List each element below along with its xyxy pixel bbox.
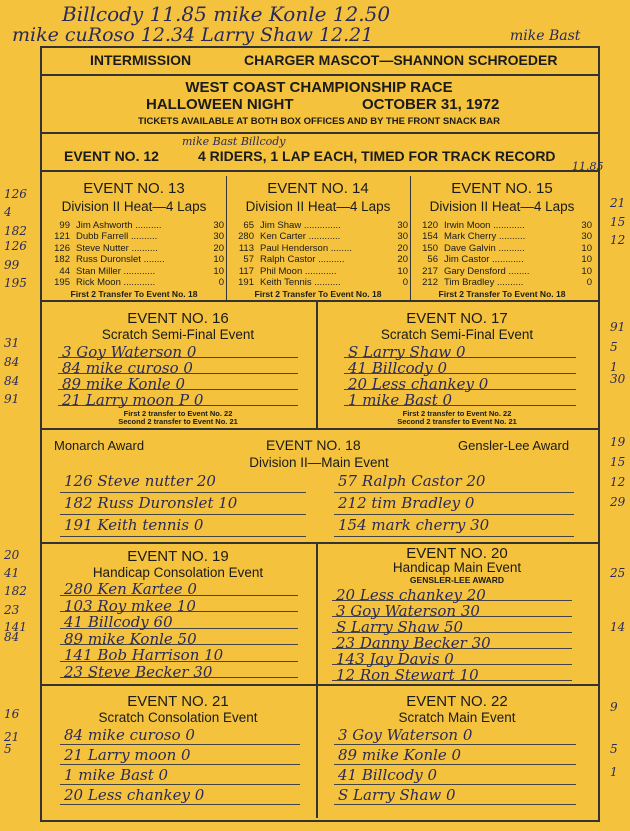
event20-entry: 143 Jay Davis 0 [336,650,454,668]
entry-line [334,536,574,537]
rider-name: Dave Galvin .......... [444,242,525,254]
event19-entry: 141 Bob Harrison 10 [64,646,224,664]
event19-entry: 41 Billcody 60 [64,613,173,631]
rider-points: 10 [581,242,592,254]
rider-points: 10 [581,265,592,277]
entry-line [60,536,306,537]
margin-note-right: 1 [610,765,618,779]
rider-number: 280 [238,231,254,243]
event17-entry: S Larry Shaw 0 [348,343,466,361]
event13-title: EVENT NO. 13 [83,180,185,197]
event16-subtitle: Scratch Semi-Final Event [101,327,255,342]
rider-row [412,266,592,277]
rider-name: Ken Carter ............ [260,231,341,243]
margin-note-right: 5 [610,742,618,756]
event14-transfer: First 2 Transfer To Event No. 18 [254,289,382,299]
margin-note-left: 23 [4,603,20,617]
entry-line [60,744,300,745]
rider-number: 195 [54,277,70,289]
margin-note-right: 15 [610,215,626,229]
rider-points: 30 [581,220,592,231]
rider-points: 30 [581,231,592,243]
entry-line [60,804,300,805]
rider-name: Russ Duronslet ........ [76,254,165,266]
handwritten-times-line2: mike cuRoso 12.34 Larry Shaw 12.21 [12,24,374,46]
rider-row [44,231,224,242]
event12-label: EVENT NO. 12 [64,148,159,164]
event20-entry: 20 Less chankey 20 [336,586,486,604]
margin-note-right: 1 [610,360,618,374]
gensler-lee-award: Gensler-Lee Award [458,438,570,453]
rider-number: 57 [243,254,254,266]
event21-entry: 1 mike Bast 0 [64,766,169,784]
margin-note-right: 12 [610,233,626,247]
rider-number: 154 [422,231,438,243]
rider-points: 30 [213,220,224,231]
rider-number: 117 [238,265,254,277]
event17-entry: 41 Billcody 0 [348,359,448,377]
entry-line [334,492,574,493]
rider-number: 126 [54,242,70,254]
event16-entry: 3 Goy Waterson 0 [62,343,197,361]
event22-title: EVENT NO. 22 [406,693,508,710]
rider-row [44,254,224,265]
event13-subtitle: Division II Heat—4 Laps [61,199,207,214]
rider-row [228,266,408,277]
rider-points: 20 [397,242,408,254]
event16-transfer-1: First 2 transfer to Event No. 22 [123,409,233,418]
rider-name: Jim Shaw .............. [260,220,341,231]
rider-points: 0 [586,277,592,289]
rider-name: Ralph Castor .......... [260,254,345,266]
margin-note-left: 195 [4,276,27,290]
tickets-info: TICKETS AVAILABLE AT BOTH BOX OFFICES AND BY THE FRONT SNACK BAR [138,116,500,127]
entry-line [60,514,306,515]
rider-name: Keith Tennis .......... [260,277,341,289]
event22-entry: S Larry Shaw 0 [338,786,456,804]
rider-points: 10 [213,265,224,277]
margin-note-right: 14 [610,620,626,634]
entry-line [60,764,300,765]
rider-name: Jim Ashworth .......... [76,220,162,231]
margin-note-left: 16 [4,707,20,721]
margin-note-right: 30 [610,372,626,386]
rider-name: Paul Henderson ........ [260,242,352,254]
rider-name: Rick Moon ............ [76,277,156,289]
event17-entry: 1 mike Bast 0 [348,391,453,409]
event22-entry: 89 mike Konle 0 [338,746,462,764]
rider-points: 10 [213,254,224,266]
rider-number: 182 [54,254,70,266]
event18-left-entry: 191 Keith tennis 0 [64,516,204,534]
margin-note-right: 12 [610,475,626,489]
rider-row [228,254,408,265]
event20-entry: 23 Danny Becker 30 [336,634,491,652]
entry-line [334,784,576,785]
event12-time: 11.85 [572,160,604,173]
rider-points: 10 [397,265,408,277]
event21-title: EVENT NO. 21 [127,693,229,710]
rider-row [412,254,592,265]
event18-right-entry: 154 mark cherry 30 [338,516,490,534]
event21-entry: 21 Larry moon 0 [64,746,191,764]
event18-title: EVENT NO. 18 [266,437,361,453]
intermission-label: INTERMISSION [90,52,192,68]
rider-row [228,277,408,288]
event13-rider-list [44,220,224,288]
event17-entry: 20 Less chankey 0 [348,375,489,393]
event17-title: EVENT NO. 17 [406,310,508,327]
event18-left-entry: 182 Russ Duronslet 10 [64,494,238,512]
rider-points: 30 [213,231,224,243]
margin-note-right: 19 [610,435,626,449]
rider-row [412,231,592,242]
event18-subtitle: Division II—Main Event [249,455,389,470]
rider-number: 99 [59,220,70,231]
event21-entry: 20 Less chankey 0 [64,786,205,804]
rider-name: Steve Nutter .......... [76,242,158,254]
margin-note-left: 91 [4,392,20,406]
margin-note-left: 4 [4,205,12,219]
rider-number: 212 [422,277,438,289]
handwritten-times-line1: Billcody 11.85 mike Konle 12.50 [62,2,391,26]
rider-number: 113 [238,242,254,254]
rider-row [228,220,408,231]
rider-name: Irwin Moon ............ [444,220,525,231]
event19-entry: 103 Roy mkee 10 [64,596,196,615]
rider-name: Mark Cherry .......... [444,231,526,243]
rider-number: 56 [427,254,438,266]
margin-note-left: 20 [4,548,20,562]
margin-note-left: 99 [4,258,20,272]
entry-line [334,764,576,765]
margin-note-right: 9 [610,700,618,714]
event15-title: EVENT NO. 15 [451,180,553,197]
rider-number: 120 [422,220,438,231]
margin-note-right: 91 [610,320,626,334]
event16-entry: 84 mike curoso 0 [62,359,193,377]
rider-number: 44 [59,265,70,277]
event14-title: EVENT NO. 14 [267,180,369,197]
rider-row [44,243,224,254]
margin-note-left: 84 [4,374,20,388]
margin-note-left: 141 [4,620,27,634]
margin-note-left: 182 [4,224,27,238]
halloween-label: HALLOWEEN NIGHT [146,96,294,113]
event14-rider-list [228,220,408,288]
rider-points: 30 [397,220,408,231]
rider-row [412,277,592,288]
entry-line [334,744,576,745]
margin-note-right: 5 [610,340,618,354]
entry-line [334,804,576,805]
rider-number: 65 [243,220,254,231]
event19-subtitle: Handicap Consolation Event [92,565,264,580]
margin-note-right: 21 [610,196,626,210]
event19-entry: 23 Steve Becker 30 [64,662,213,681]
event22-entry: 41 Billcody 0 [338,766,438,784]
event20-subtitle: Handicap Main Event [392,560,522,575]
rider-row [228,231,408,242]
entry-line [60,784,300,785]
margin-note-right: 29 [610,495,626,509]
event17-transfer-1: First 2 transfer to Event No. 22 [402,409,512,418]
rider-name: Phil Moon ............ [260,265,337,277]
rider-row [44,220,224,231]
entry-line [334,514,574,515]
event15-transfer: First 2 Transfer To Event No. 18 [438,289,566,299]
rider-row [44,277,224,288]
margin-note-right: 15 [610,455,626,469]
event17-transfer-2: Second 2 transfer to Event No. 21 [397,417,517,426]
event12-desc: 4 RIDERS, 1 LAP EACH, TIMED FOR TRACK RECORD [198,148,556,164]
rider-points: 30 [397,231,408,243]
margin-note-left: 5 [4,742,12,756]
event22-subtitle: Scratch Main Event [398,710,516,725]
margin-note-left: 126 [4,239,27,253]
event20-entry: 12 Ron Stewart 10 [336,666,479,684]
margin-note-left: 21 [4,730,20,744]
rider-number: 121 [54,231,70,243]
margin-note-left: 84 [4,355,20,369]
event19-title: EVENT NO. 19 [127,548,229,565]
event15-subtitle: Division II Heat—4 Laps [429,199,575,214]
event16-entry: 21 Larry moon P 0 [62,391,204,409]
margin-note-left: 84 [4,630,20,644]
rider-name: Gary Densford ........ [444,265,530,277]
rider-row [412,220,592,231]
rider-name: Dubb Farrell .......... [76,231,158,243]
entry-line [60,492,306,493]
event21-subtitle: Scratch Consolation Event [98,710,258,725]
event21-entry: 84 mike curoso 0 [64,726,195,744]
monarch-award: Monarch Award [54,438,145,453]
margin-note-left: 31 [4,336,20,350]
race-date: OCTOBER 31, 1972 [362,96,500,113]
event20-award: GENSLER-LEE AWARD [409,575,505,585]
rider-points: 0 [402,277,408,289]
mascot-label: CHARGER MASCOT—SHANNON SCHROEDER [244,52,558,68]
event13-transfer: First 2 Transfer To Event No. 18 [70,289,198,299]
handwritten-corner-note: mike Bast [510,28,581,44]
race-title: WEST COAST CHAMPIONSHIP RACE [185,79,453,96]
event20-entry: 3 Goy Waterson 30 [336,602,480,620]
event19-entry: 89 mike Konle 50 [64,629,197,648]
margin-note-left: 182 [4,584,27,598]
event17-subtitle: Scratch Semi-Final Event [380,327,534,342]
event18-right-entry: 57 Ralph Castor 20 [338,472,486,490]
event12-handwritten-note: mike Bast Billcody [182,135,286,148]
event19-entry: 280 Ken Kartee 0 [64,580,197,598]
event18-left-entry: 126 Steve nutter 20 [64,472,216,490]
rider-points: 20 [213,242,224,254]
rider-name: Stan Miller ............ [76,265,156,277]
rider-row [44,266,224,277]
margin-note-left: 41 [4,566,20,580]
rider-number: 191 [238,277,254,289]
margin-note-left: 126 [4,187,27,201]
rider-points: 0 [218,277,224,289]
rider-number: 217 [422,265,438,277]
event16-entry: 89 mike Konle 0 [62,375,186,393]
event20-title: EVENT NO. 20 [406,545,508,562]
margin-note-right: 25 [610,566,626,580]
event16-title: EVENT NO. 16 [127,310,229,327]
event14-subtitle: Division II Heat—4 Laps [245,199,391,214]
rider-points: 10 [581,254,592,266]
event16-transfer-2: Second 2 transfer to Event No. 21 [118,417,238,426]
event20-entry: S Larry Shaw 50 [336,618,464,636]
event22-entry: 3 Goy Waterson 0 [338,726,473,744]
rider-name: Jim Castor ............ [444,254,524,266]
rider-name: Tim Bradley .......... [444,277,524,289]
rider-row [412,243,592,254]
event18-right-entry: 212 tim Bradley 0 [338,494,475,512]
event15-rider-list [412,220,592,288]
rider-number: 150 [422,242,438,254]
rider-points: 20 [397,254,408,266]
rider-row [228,243,408,254]
